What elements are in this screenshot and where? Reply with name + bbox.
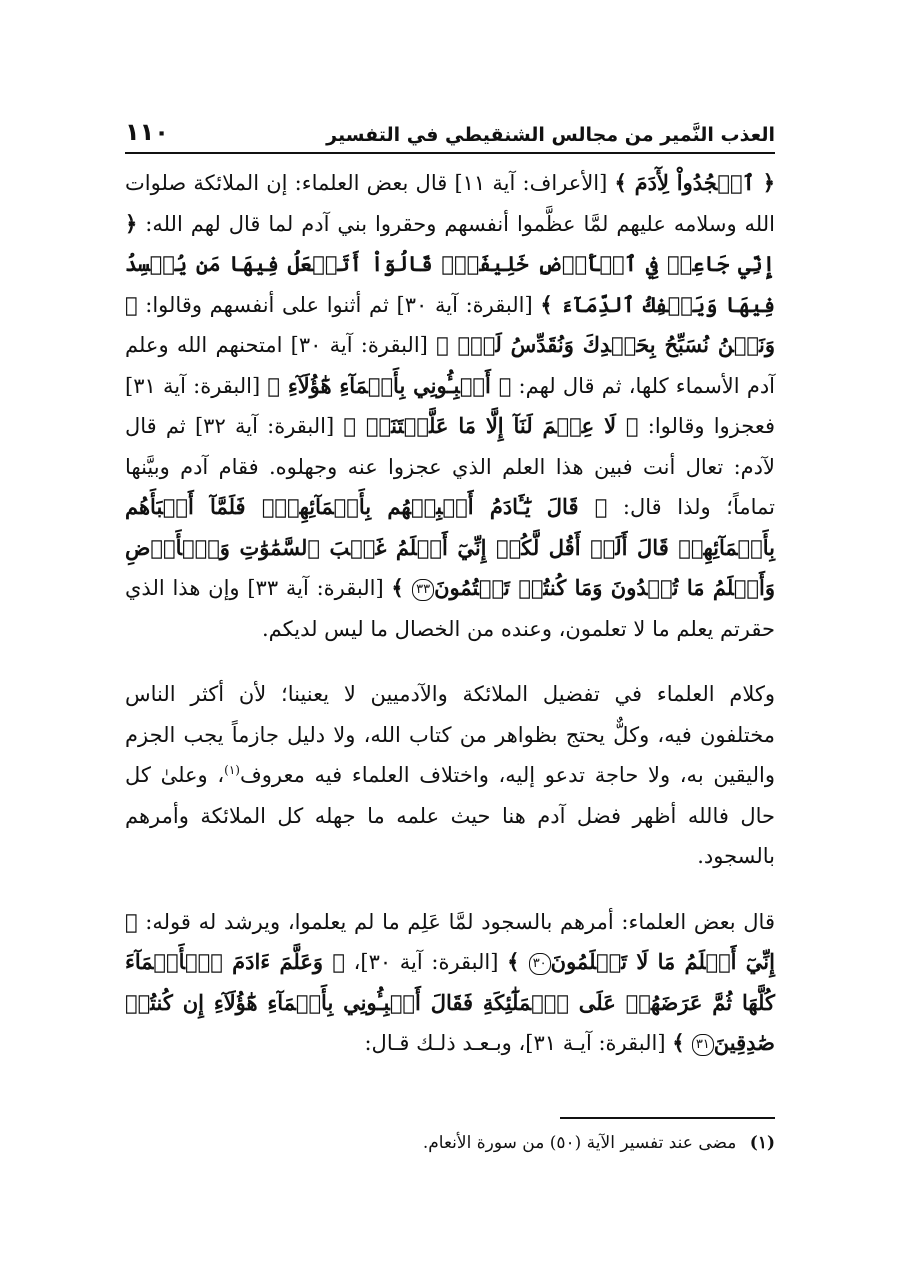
body-text-run: [البقرة: آية ٣٣] وإن هذا الذي حقرتم يعلم ما لا تعلمون، وعنده من الخصال ما ليس لديكم. [125,576,775,641]
paragraph [125,674,775,877]
body-text-run: [البقرة: آيـة ٣١]، وبـعـد ذلـك قـال: [364,1031,673,1055]
body-text-run: [البقرة: آية ٣٠]، [344,950,508,974]
running-title: العذب النَّمير من مجالس الشنقيطي في التفسير [326,124,775,146]
quran-verse: ﴾ [672,1030,692,1055]
body-text-run: ، وعلىٰ كل حال فالله أظهر فضل آدم هنا حيث علمه ما جهله كل الملائكة وأمرهم بالسجود. [125,763,775,868]
quran-verse: ﴿ ٱسۡجُدُواْ لِأٓدَمَ ﴾ [614,170,775,195]
body-text-run: [الأعراف: آية ١١] قال بعض العلماء: إن الملائكة صلوات الله وسلامه عليهم لمَّا عظَّموا أنفسهم وحقروا بني آدم لما قال لهم الله: [125,171,775,236]
quran-verse: ﴿ لَا عِلۡمَ لَنَآ إِلَّا مَا عَلَّمۡتَنَآۖ ﴾ [343,413,639,438]
footnote-text: مضى عند تفسير الآية (٥٠) من سورة الأنعام. [422,1133,737,1153]
quran-verse: ﴿ وَعَلَّمَ ءَادَمَ ٱلۡأَسۡمَآءَ كُلَّهَا ثُمَّ عَرَضَهُمۡ عَلَى ٱلۡمَلَٰٓئِكَةِ فَقَالَ أَنۢبِـُٔونِي بِأَسۡمَآءِ هَٰٓؤُلَآءِ إِن كُنتُمۡ صَٰدِقِينَ [125,949,775,1055]
ayah-number-marker: ٣١ [692,1034,714,1056]
ayah-number-marker: ٣٠ [529,953,551,975]
page-header [125,112,775,146]
body-text-run: وكلام العلماء في تفضيل الملائكة والآدميين لا يعنينا؛ لأن أكثر الناس مختلفون فيه، وكلٌّ يحتج بظواهر من كتاب الله، ولا دليل جازماً يجب الجزم واليقين به، ولا حاجة تدعو إليه، واختلاف العلماء فيه معروف [125,682,775,787]
quran-verse: ﴿ إِنِّي جَاعِلٞ فِي ٱلۡأَرۡضِ خَلِيفَةٗۖ قَالُوٓاْ أَتَجۡعَلُ فِيهَا مَن يُفۡسِدُ فِيهَا وَيَسۡفِكُ ٱلدِّمَآءَ ﴾ [125,210,775,317]
body-text-run: [البقرة: آية ٣١] فعجزوا وقالوا: [125,373,776,438]
body-text-run: [البقرة: آية ٣٠] امتحنهم الله وعلم آدم الأسماء كلها، ثم قال لهم: [125,333,776,398]
footnote-reference: (١) [224,763,240,777]
quran-verse: ﴾ [391,575,413,600]
quran-verse: ﴿ أَنۢبِـُٔونِي بِأَسۡمَآءِ هَٰٓؤُلَآءِ ﴾ [267,372,512,398]
quran-verse: ﴿ إِنِّيٓ أَعۡلَمُ مَا لَا تَعۡلَمُونَ [125,908,775,974]
quran-verse: ﴿ وَنَحۡنُ نُسَبِّحُ بِحَمۡدِكَ وَنُقَدِّسُ لَكَۖ ﴾ [125,291,776,357]
ayah-number-marker: ٣٣ [412,579,434,601]
quran-verse: ﴾ [507,949,529,974]
body-text-run: قال بعض العلماء: أمرهم بالسجود لمَّا عَلِم ما لم يعلموا، ويرشد له قوله: [137,909,775,934]
footnote-number: (١) [749,1133,775,1153]
body-text [125,163,775,1064]
page-number: ١١٠ [125,118,169,146]
footnote [125,1128,775,1158]
header-rule [125,152,775,154]
body-text-run: [البقرة: آية ٣٢] ثم قال لآدم: تعال أنت فبين هذا العلم الذي عجزوا عنه وجهلوه. فقام آدم وبيَّنها تماماً؛ ولذا قال: [125,414,775,519]
footnote-rule [560,1117,775,1119]
quran-verse: ﴿ قَالَ يَٰٓـَٔادَمُ أَنۢبِئۡهُم بِأَسۡمَآئِهِمۡۖ فَلَمَّآ أَنۢبَأَهُم بِأَسۡمَآئِهِمۡ قَالَ أَلَمۡ أَقُل لَّكُمۡ إِنِّيٓ أَعۡلَمُ غَيۡبَ ٱلسَّمَٰوَٰتِ وَٱلۡأَرۡضِ وَأَعۡلَمُ مَا تُبۡدُونَ وَمَا كُنتُمۡ تَكۡتُمُونَ [125,494,776,600]
paragraph [125,902,775,1064]
body-text-run: [البقرة: آية ٣٠] ثم أثنوا على أنفسهم وقالوا: [137,292,541,317]
paragraph [125,163,775,649]
